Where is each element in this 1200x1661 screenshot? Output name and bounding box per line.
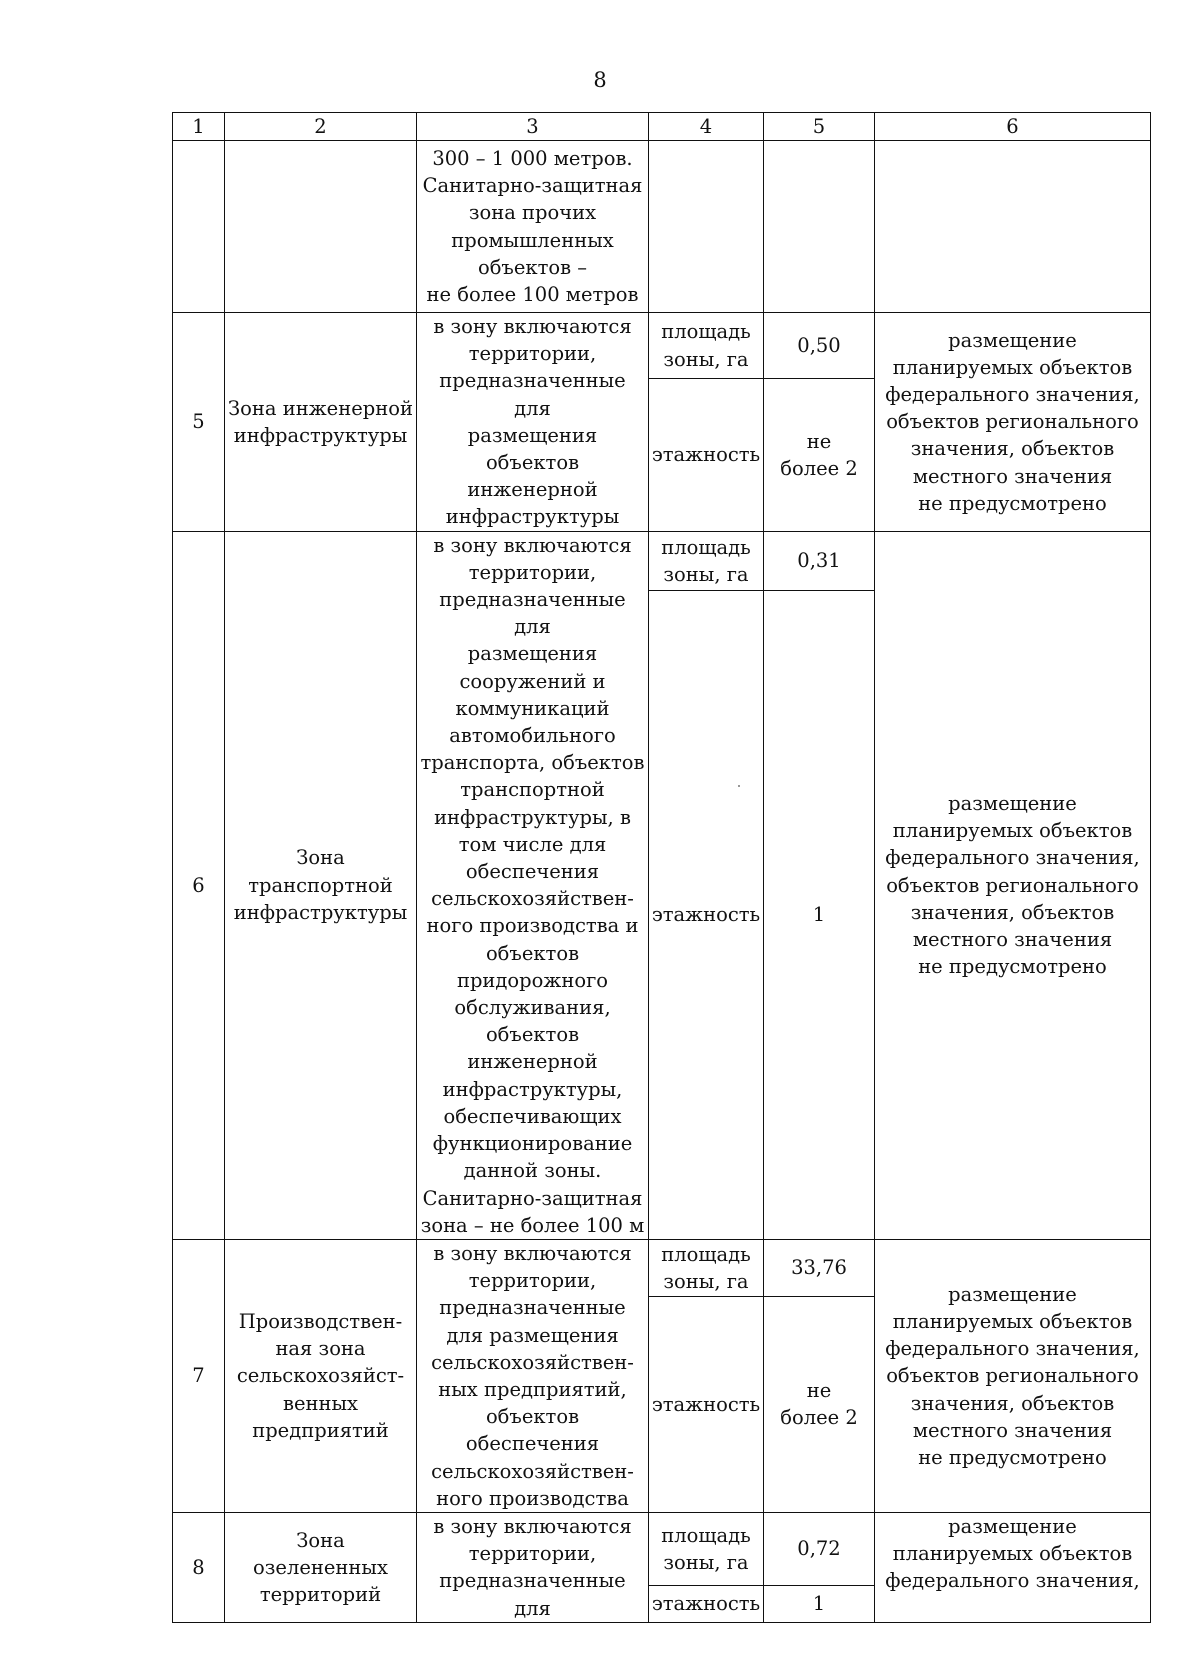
zone-description-cell: в зону включаются территории, предназначенные для размещения объектов инженерной инфраструктуры: [417, 313, 649, 532]
note-cell: размещение планируемых объектов федерального значения, объектов регионального значения, объектов местного значения не предусмотрено: [875, 531, 1151, 1239]
zone-description-cell: 300 – 1 000 метров. Санитарно-защитная зона прочих промышленных объектов – не более 100 метров: [417, 141, 649, 313]
zone-name-cell: [225, 141, 417, 313]
zone-number-cell: 7: [173, 1239, 225, 1512]
zone-number-cell: 5: [173, 313, 225, 532]
zone-name-cell: Зона озелененных территорий: [225, 1512, 417, 1622]
table-row: [173, 1512, 1151, 1585]
header-cell: 3: [417, 113, 649, 141]
param-value-cell: 0,31: [764, 531, 875, 591]
param-name-cell: этажность: [649, 591, 764, 1240]
zone-number-cell: 6: [173, 531, 225, 1239]
header-cell: 1: [173, 113, 225, 141]
zone-description-cell: в зону включаются территории, предназначенные для размещения сооружений и коммуникаций автомобильного транспорта, объектов транспортной инфраструктуры, в том числе для обеспечения сельскохозяйствен- ного производства и объектов придорожного обслуживания, объектов инженерной инфраструктуры, обеспечивающих функционирование данной зоны. Санитарно-защитная зона – не более 100 м: [417, 531, 649, 1239]
param-name-cell: площадь зоны, га: [649, 1512, 764, 1585]
scan-speck: [738, 785, 740, 787]
note-cell: размещение планируемых объектов федерального значения, объектов регионального значения, объектов местного значения не предусмотрено: [875, 313, 1151, 532]
param-name-cell: площадь зоны, га: [649, 1239, 764, 1296]
header-cell: 4: [649, 113, 764, 141]
param-value-cell: не более 2: [764, 1296, 875, 1512]
note-cell: размещение планируемых объектов федерального значения, объектов регионального значения, объектов местного значения не предусмотрено: [875, 1239, 1151, 1512]
param-value-cell: 1: [764, 1585, 875, 1622]
param-value-cell: [764, 141, 875, 313]
note-cell: [875, 141, 1151, 313]
param-name-cell: площадь зоны, га: [649, 313, 764, 379]
table-row: [173, 141, 1151, 313]
header-cell: 6: [875, 113, 1151, 141]
param-name-cell: площадь зоны, га: [649, 531, 764, 591]
param-value-cell: не более 2: [764, 379, 875, 532]
note-cell: размещение планируемых объектов федерального значения,: [875, 1512, 1151, 1622]
page-number: 8: [593, 68, 607, 92]
zones-table: [172, 112, 1151, 1623]
param-value-cell: 1: [764, 591, 875, 1240]
param-value-cell: 0,72: [764, 1512, 875, 1585]
header-cell: 2: [225, 113, 417, 141]
table-row: [173, 313, 1151, 379]
table-header-row: [173, 113, 1151, 141]
param-value-cell: 33,76: [764, 1239, 875, 1296]
param-name-cell: [649, 141, 764, 313]
zone-name-cell: Производствен- ная зона сельскохозяйст- венных предприятий: [225, 1239, 417, 1512]
table-row: [173, 1239, 1151, 1296]
param-name-cell: этажность: [649, 1296, 764, 1512]
param-name-cell: этажность: [649, 1585, 764, 1622]
zone-description-cell: в зону включаются территории, предназначенные для размещения сельскохозяйствен- ных предприятий, объектов обеспечения сельскохозяйствен- ного производства: [417, 1239, 649, 1512]
zone-number-cell: [173, 141, 225, 313]
table-row: [173, 531, 1151, 591]
zone-description-cell: в зону включаются территории, предназначенные для: [417, 1512, 649, 1622]
param-name-cell: этажность: [649, 379, 764, 532]
param-value-cell: 0,50: [764, 313, 875, 379]
zone-name-cell: Зона инженерной инфраструктуры: [225, 313, 417, 532]
header-cell: 5: [764, 113, 875, 141]
zone-name-cell: Зона транспортной инфраструктуры: [225, 531, 417, 1239]
zone-number-cell: 8: [173, 1512, 225, 1622]
